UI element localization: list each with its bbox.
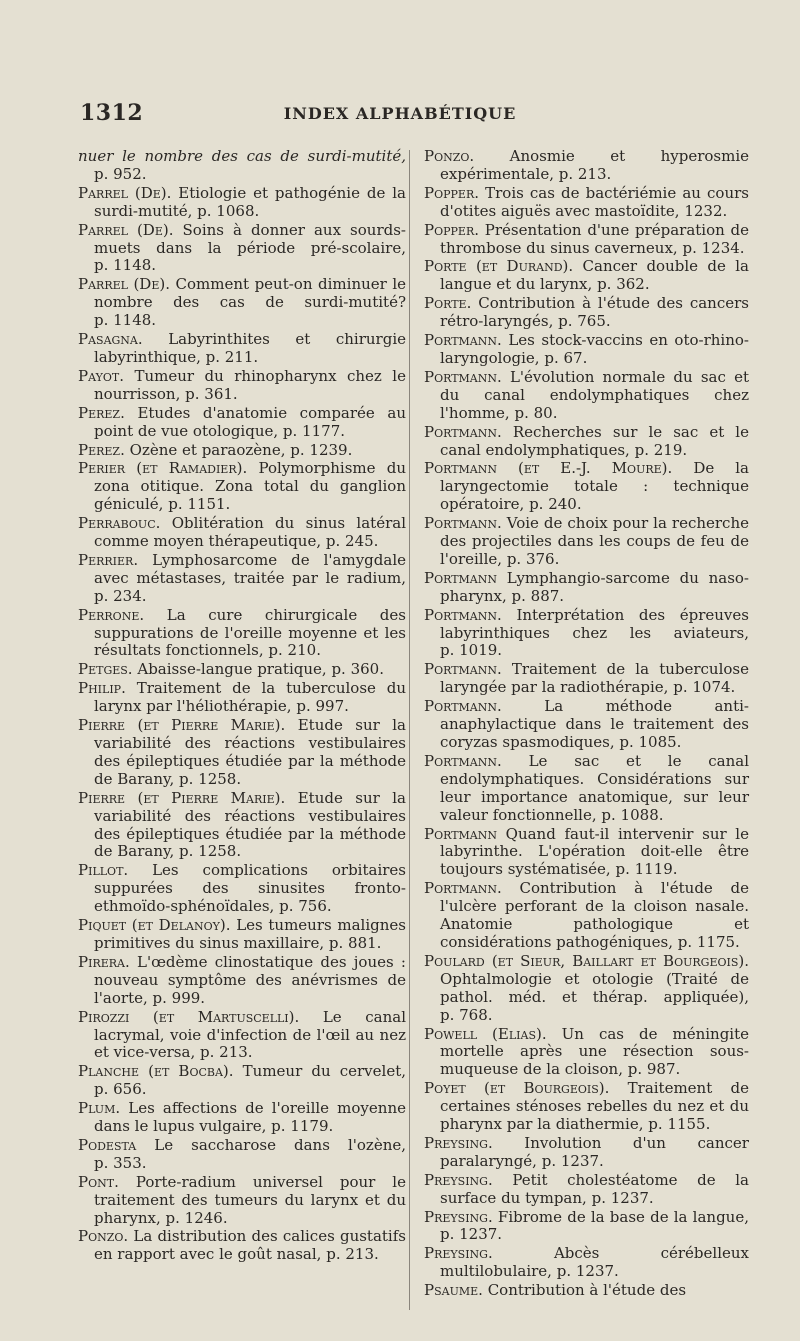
entry-page-ref: p. 1179. — [271, 1117, 334, 1136]
index-entry — [78, 661, 406, 679]
entry-author: Portmann — [424, 568, 497, 587]
index-entry — [424, 1172, 749, 1208]
entry-author: Pirera. — [78, 952, 130, 971]
entry-author: Portmann. — [424, 697, 502, 716]
index-entry — [78, 1174, 406, 1228]
index-entry — [78, 917, 406, 953]
entry-title: Polymorphisme du zona otitique. Zona total du ganglion géniculé, — [94, 459, 406, 514]
entry-author: Portmann. — [424, 422, 502, 441]
index-entry — [424, 1080, 749, 1134]
entry-page-ref: p. 245. — [325, 532, 379, 551]
entry-author: Preysing. — [424, 1133, 493, 1152]
index-entry — [78, 148, 406, 184]
entry-title: Contribution à l'étude des cancers rétro-laryngés, — [440, 294, 749, 331]
entry-title: Présentation d'une préparation de thrombose du sinus caverneux, — [440, 220, 749, 257]
entry-title: La cure chirurgicale des suppurations de l'oreille moyenne et les résultats fonctionnels, — [94, 605, 406, 660]
entry-title: Les affections de l'oreille moyenne dans le lupus vulgaire, — [94, 1099, 406, 1136]
entry-author: Pierre (et Pierre Marie). — [78, 716, 286, 735]
entry-page-ref: p. 997. — [296, 697, 349, 716]
entry-title: Le canal lacrymal, voie d'infection de l'œil au nez et vice-versa, — [94, 1007, 406, 1062]
entry-title: Traitement de la tuberculose laryngée par la radiothérapie, — [440, 660, 749, 697]
entry-title: Lymphangio-sarcome du naso-pharynx, — [440, 568, 749, 605]
entry-author: Podesta — [78, 1135, 137, 1154]
index-entry — [78, 331, 406, 367]
index-entry — [78, 460, 406, 514]
entry-author: Piquet (et Delanoy). — [78, 916, 231, 935]
entry-title: Les tumeurs malignes primitives du sinus maxillaire, — [94, 916, 406, 952]
entry-page-ref: p. 213. — [200, 1043, 253, 1062]
entry-page-ref: p. 1151. — [168, 495, 231, 514]
entry-author: Preysing. — [424, 1244, 493, 1263]
entry-page-ref: p. 1237. — [541, 1151, 604, 1170]
entry-page-ref: p. 213. — [326, 1245, 379, 1264]
entry-page-ref: p. 1074. — [673, 678, 736, 697]
entry-title: Anosmie et hyperosmie expérimentale, — [440, 147, 749, 183]
index-entry — [78, 552, 406, 606]
entry-page-ref: p. 1258. — [179, 769, 242, 788]
entry-title: Labyrinthites et chirurgie labyrinthique, — [94, 330, 406, 366]
entry-title: Porte-radium universel pour le traitement des tumeurs du larynx et du pharynx, — [94, 1172, 406, 1227]
entry-author: Ponzo. — [78, 1227, 129, 1246]
index-entry — [424, 698, 749, 752]
entry-title: Etude sur la variabilité des réactions vestibulaires des épileptiques étudiée par la méthode de Barany, — [94, 788, 406, 861]
entry-author: Portmann. — [424, 660, 502, 679]
entry-page-ref: p. 360. — [331, 660, 384, 679]
entry-page-ref: p. 1237. — [440, 1225, 503, 1244]
entry-title: Contribution à l'étude des — [487, 1281, 687, 1300]
index-entry — [424, 1026, 749, 1080]
entry-page-ref: p. 756. — [279, 897, 332, 916]
index-entry — [424, 1135, 749, 1171]
entry-page-ref: p. 1088. — [601, 805, 664, 824]
entry-title: Lymphosarcome de l'amygdale avec métastases, traitée par le radium, — [94, 550, 406, 587]
entry-page-ref: p. 1246. — [165, 1208, 228, 1227]
entry-page-ref: p. 219. — [634, 440, 688, 459]
entry-title: L'évolution normale du sac et du canal endolymphatiques chez l'homme, — [440, 367, 749, 422]
entry-page-ref: p. 999. — [152, 988, 206, 1007]
entry-title: Ophtalmologie et otologie (Traité de pathol. méd. et thérap. appliquée), — [440, 969, 749, 1006]
entry-title: Abcès cérébelleux multilobulaire, — [440, 1244, 749, 1281]
index-entry — [424, 661, 749, 697]
index-entry — [78, 405, 406, 441]
entry-author: Portmann. — [424, 751, 502, 770]
entry-title: Contribution à l'étude de l'ulcère perforant de la cloison nasale. Anatomie pathologique et considérations pathogéniques, — [440, 879, 749, 951]
entry-page-ref: p. 1148. — [94, 311, 157, 330]
entry-page-ref: p. 67. — [544, 348, 588, 367]
entry-title: De la laryngectomie totale : technique opératoire, — [440, 459, 749, 514]
entry-author: Poulard (et Sieur, Baillart et Bourgeois). — [424, 951, 749, 970]
entry-page-ref: p. 1175. — [677, 932, 740, 951]
entry-title: Etudes d'anatomie comparée au point de vue otologique, — [94, 403, 406, 440]
entry-author: Ponzo. — [424, 147, 475, 165]
entry-page-ref: p. 987. — [627, 1060, 681, 1079]
entry-author: Porte. — [424, 294, 472, 313]
page-number: 1312 — [80, 100, 144, 126]
entry-page-ref: p. 1237. — [591, 1188, 654, 1207]
entry-page-ref: 1232. — [684, 201, 728, 220]
index-entry — [78, 954, 406, 1008]
index-entry — [424, 369, 749, 423]
index-entry — [424, 258, 749, 294]
entry-author: Perrabouc. — [78, 514, 161, 533]
page-header — [80, 100, 720, 140]
entry-page-ref: p. 1068. — [197, 201, 260, 220]
entry-author: Popper. — [424, 220, 479, 239]
index-entry — [78, 1063, 406, 1099]
entry-author: Pont. — [78, 1172, 119, 1191]
index-entry — [424, 148, 749, 184]
entry-author: Parrel (De). — [78, 275, 170, 294]
entry-author: Planche (et Bocba). — [78, 1062, 234, 1081]
entry-title: Le sac et le canal endolymphatiques. Considérations sur leur importance anatomique, sur leur valeur fonctionnelle, — [440, 751, 749, 824]
index-entry — [78, 607, 406, 661]
entry-title: Un cas de méningite mortelle après une résection sous-muqueuse de la cloison, — [440, 1024, 749, 1079]
entry-author: Popper. — [424, 183, 479, 202]
entry-title: nuer le nombre des cas de surdi-mutité, — [78, 147, 406, 165]
entry-page-ref: p. 881. — [328, 933, 382, 952]
entry-author: Perez. — [78, 440, 125, 459]
entry-title: Fibrome de la base de la langue, — [497, 1207, 749, 1226]
index-entry — [78, 442, 406, 460]
index-entry — [78, 276, 406, 330]
entry-title: Interprétation des épreuves labyrinthiques chez les aviateurs, — [440, 605, 749, 642]
index-entry — [424, 953, 749, 1025]
entry-title: Ozène et paraozène, — [129, 440, 286, 459]
entry-page-ref: p. 362. — [597, 275, 650, 294]
index-entry — [424, 826, 749, 880]
index-column-right — [424, 148, 749, 1301]
index-entry — [78, 680, 406, 716]
entry-page-ref: p. 240. — [529, 495, 582, 514]
entry-title: Les complications orbitaires suppurées des sinusites fronto-ethmoïdo-sphénoïdales, — [94, 861, 406, 916]
entry-page-ref: p. 1119. — [615, 860, 678, 879]
entry-title: Le saccharose dans l'ozène, — [154, 1135, 406, 1154]
entry-page-ref: p. 361. — [185, 384, 238, 403]
entry-page-ref: p. 887. — [511, 586, 565, 605]
index-column-left — [78, 148, 406, 1265]
entry-page-ref: p. 768. — [440, 1005, 493, 1024]
index-entry — [424, 460, 749, 514]
entry-title: Oblitération du sinus latéral comme moyen thérapeutique, — [94, 514, 406, 551]
entry-title: Cancer double de la langue et du larynx, — [440, 257, 749, 294]
entry-author: Philip. — [78, 679, 126, 698]
entry-title: Tumeur du rhinopharynx chez le nourrisson, — [94, 366, 406, 403]
entry-title: Quand faut-il intervenir sur le labyrinthe. L'opération doit-elle être toujours systématisée, — [440, 824, 749, 879]
entry-title: Traitement de la tuberculose du larynx par l'héliothérapie, — [94, 679, 406, 716]
index-entry — [424, 880, 749, 952]
entry-author: Perrier. — [78, 550, 139, 569]
index-entry — [78, 790, 406, 862]
index-entry — [78, 515, 406, 551]
entry-author: Preysing. — [424, 1170, 493, 1189]
entry-page-ref: p. 80. — [514, 403, 558, 422]
index-entry — [424, 1282, 749, 1300]
entry-title: Abaisse-langue pratique, — [137, 660, 327, 679]
entry-title: La méthode anti-anaphylactique dans le traitement des coryzas spasmodiques, — [440, 697, 749, 751]
index-entry — [424, 222, 749, 258]
entry-page-ref: p. 210. — [268, 641, 321, 660]
index-entry — [424, 332, 749, 368]
entry-author: Portmann. — [424, 514, 502, 533]
index-entry — [78, 1100, 406, 1136]
entry-title: Soins à donner aux sourds-muets dans la période pré-scolaire, — [94, 220, 406, 257]
entry-author: Portmann — [424, 824, 497, 843]
entry-author: Poyet (et Bourgeois). — [424, 1079, 610, 1098]
entry-author: Parrel (De). — [78, 183, 172, 202]
entry-page-ref: p. 353. — [94, 1153, 147, 1172]
index-entry — [424, 515, 749, 569]
entry-page-ref: p. 765. — [558, 312, 611, 331]
entry-title: Traitement de certaines sténoses rebelles du nez et du pharynx par la diathermie, — [440, 1079, 749, 1134]
entry-page-ref: p. 376. — [506, 549, 560, 568]
index-entry — [424, 607, 749, 661]
entry-author: Portmann. — [424, 605, 502, 624]
entry-author: Parrel (De). — [78, 220, 174, 239]
entry-author: Pirozzi (et Martuscelli). — [78, 1007, 300, 1026]
entry-page-ref: p. 952. — [94, 164, 147, 183]
entry-author: Perier (et Ramadier). — [78, 459, 248, 478]
entry-title: Les stock-vaccins en oto-rhino-laryngologie, — [440, 331, 749, 367]
entry-author: Portmann. — [424, 879, 502, 898]
entry-author: Pasagna. — [78, 330, 143, 349]
entry-author: Pillot. — [78, 861, 129, 880]
entry-author: Powell (Elias). — [424, 1024, 547, 1043]
entry-title: Etude sur la variabilité des réactions vestibulaires des épileptiques étudiée par la méthode de Barany, — [94, 716, 406, 788]
entry-page-ref: p. 234. — [94, 586, 147, 605]
entry-title: Etiologie et pathogénie de la surdi-mutité, — [94, 183, 406, 220]
index-entry — [78, 717, 406, 789]
index-entry — [424, 753, 749, 825]
index-entry — [78, 1228, 406, 1264]
index-entry — [424, 1209, 749, 1245]
entry-title: Recherches sur le sac et le canal endolymphatiques, — [440, 422, 749, 459]
index-entry — [424, 1245, 749, 1281]
entry-page-ref: p. 1239. — [290, 440, 353, 459]
entry-page-ref: p. 1148. — [94, 256, 157, 275]
entry-title: L'œdème clinostatique des joues : nouveau symptôme des anévrismes de l'aorte, — [94, 952, 406, 1007]
entry-title: Tumeur du cervelet, — [242, 1062, 406, 1081]
entry-page-ref: p. 211. — [205, 347, 259, 366]
entry-page-ref: p. 1019. — [440, 641, 503, 660]
index-entry — [424, 295, 749, 331]
entry-page-ref: p. 656. — [94, 1080, 147, 1099]
entry-title: Voie de choix pour la recherche des projectiles dans les coups de feu de l'oreille, — [440, 514, 749, 568]
index-entry — [424, 424, 749, 460]
entry-author: Petges. — [78, 660, 133, 679]
index-entry — [78, 222, 406, 276]
entry-author: Pierre (et Pierre Marie). — [78, 788, 286, 807]
entry-title: La distribution des calices gustatifs en rapport avec le goût nasal, — [94, 1227, 406, 1264]
index-entry — [424, 570, 749, 606]
entry-author: Payot. — [78, 366, 124, 385]
entry-author: Preysing. — [424, 1207, 493, 1226]
column-divider — [409, 150, 410, 1310]
entry-page-ref: p. 1085. — [619, 733, 682, 751]
index-entry — [78, 368, 406, 404]
index-entry — [78, 1009, 406, 1063]
entry-page-ref: p. 1234. — [682, 238, 745, 257]
entry-author: Psaume. — [424, 1281, 483, 1300]
index-entry — [78, 185, 406, 221]
entry-author: Portmann. — [424, 367, 502, 386]
entry-title: Petit cholestéatome de la surface du tympan, — [440, 1170, 749, 1207]
entry-author: Portmann (et E.-J. Moure). — [424, 459, 673, 478]
entry-author: Portmann. — [424, 331, 502, 350]
entry-page-ref: p. 1237. — [556, 1262, 619, 1281]
entry-author: Perez. — [78, 403, 125, 422]
entry-title: Trois cas de bactériémie au cours d'otites aiguës avec mastoïdite, — [440, 183, 749, 220]
index-entry — [78, 1137, 406, 1173]
entry-page-ref: p. 1258. — [179, 842, 242, 861]
index-entry — [424, 185, 749, 221]
entry-title: Involution d'un cancer paralaryngé, — [440, 1133, 749, 1170]
index-entry — [78, 862, 406, 916]
entry-page-ref: p. 213. — [558, 164, 612, 183]
entry-title: Comment peut-on diminuer le nombre des cas de surdi-mutité? — [94, 275, 407, 312]
entry-author: Plum. — [78, 1099, 121, 1118]
entry-author: Porte (et Durand). — [424, 257, 574, 276]
entry-page-ref: p. 1177. — [282, 421, 346, 440]
entry-author: Perrone. — [78, 605, 145, 624]
entry-page-ref: p. 1155. — [648, 1115, 711, 1134]
running-title: INDEX ALPHABÉTIQUE — [283, 104, 517, 123]
